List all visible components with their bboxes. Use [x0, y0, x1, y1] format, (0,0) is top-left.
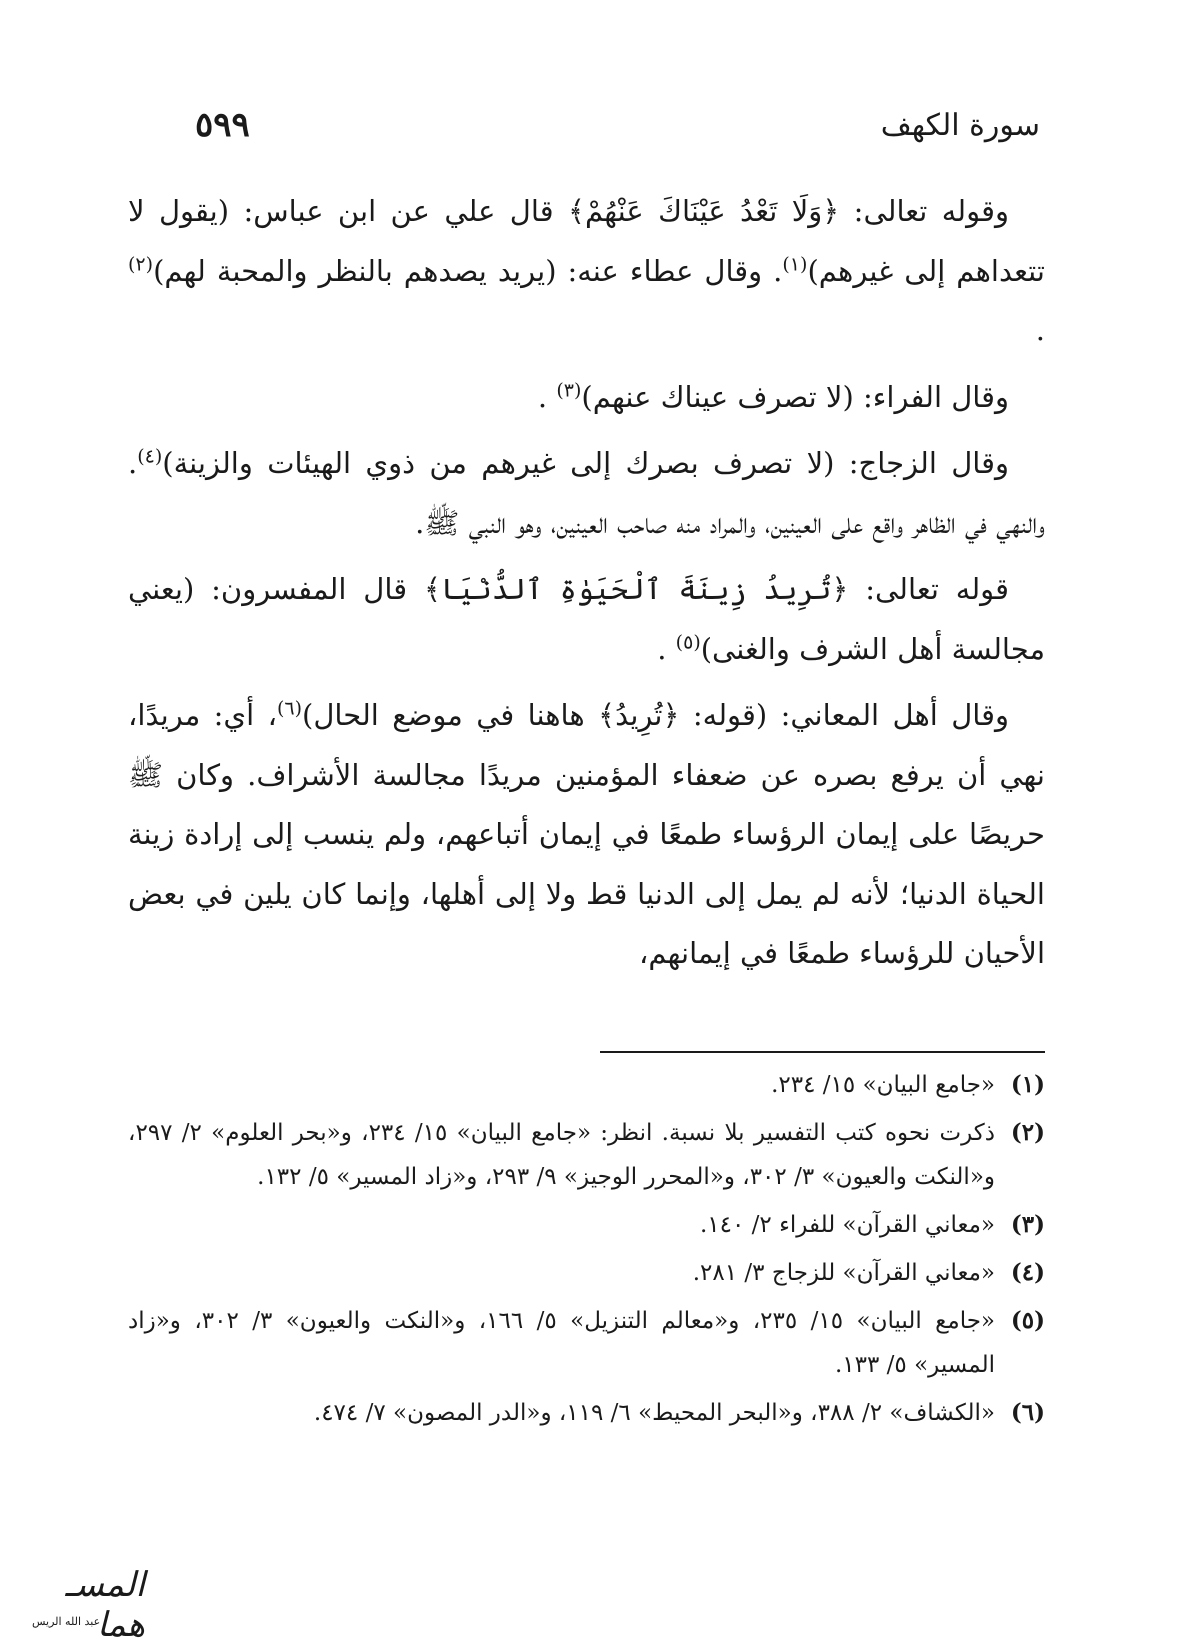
footnote-ref: (٥) — [675, 630, 701, 653]
paragraph — [128, 368, 1045, 428]
text-segment: وقوله تعالى: — [839, 194, 1009, 228]
quran-verse: ﴿تُرِيدُ﴾ — [598, 698, 680, 732]
page-number: ٥٩٩ — [195, 105, 250, 145]
text-segment: قال علي عن ابن عباس: (يقول لا تتعداهم إلى غيرهم) — [128, 194, 1045, 288]
footnote-separator — [600, 1051, 1045, 1053]
paragraph — [128, 560, 1045, 679]
paragraph — [128, 182, 1045, 361]
page-header — [195, 100, 1040, 150]
footnote-ref: (٦) — [276, 697, 303, 720]
surah-title: سورة الكهف — [880, 107, 1040, 143]
footnote-number: (٥) — [1010, 1307, 1045, 1334]
footnote-ref: (٤) — [137, 445, 163, 468]
footnote-number: (١) — [1010, 1071, 1045, 1098]
text-segment: قوله تعالى: — [848, 572, 1010, 606]
footnote-ref: (٢) — [128, 252, 154, 275]
quran-verse: ﴿وَلَا تَعْدُ عَيْنَاكَ عَنْهُمْ﴾ — [567, 194, 840, 228]
footnote — [128, 1203, 1045, 1247]
footnote-text: «جامع البيان» ١٥/ ٢٣٤. — [771, 1072, 995, 1098]
text-segment: ، أي: مريدًا، نهي أن يرفع بصره عن ضعفاء المؤمنين مريدًا مجالسة الأشراف. وكان ﷺ حريصًا على إيمان الرؤساء طمعًا في إيمان أتباعهم، ولم ينسب إلى إرادة زينة الحياة الدنيا؛ لأنه لم يمل إلى الدنيا قط ولا إلى أهلها، وإنما كان يلين في بعض الأحيان للرؤساء طمعًا في إيمانهم، — [128, 698, 1045, 970]
footnote — [128, 1063, 1045, 1107]
footnote-ref: (٣) — [556, 378, 582, 401]
quran-verse: ﴿تُرِيدُ زِينَةَ ٱلْحَيَوٰةِ ٱلدُّنْيَا﴾ — [423, 572, 849, 606]
watermark-main: المسـ هما — [65, 1565, 145, 1645]
paragraph — [128, 686, 1045, 984]
footnote — [128, 1391, 1045, 1435]
footnote-number: (٢) — [1010, 1119, 1045, 1146]
text-segment: . — [1035, 313, 1045, 347]
watermark-logo — [10, 1565, 145, 1645]
text-segment: وقال أهل المعاني: (قوله: — [679, 698, 1009, 732]
text-segment: وقال الفراء: (لا تصرف عيناك عنهم) — [581, 379, 1009, 414]
text-segment: وقال الزجاج: (لا تصرف بصرك إلى غيرهم من ذوي الهيئات والزينة) — [162, 446, 1009, 480]
footnote — [128, 1299, 1045, 1387]
main-text — [128, 182, 1045, 991]
footnote-text: «جامع البيان» ١٥/ ٢٣٥، و«معالم التنزيل» ٥/ ١٦٦، و«النكت والعيون» ٣/ ٣٠٢، و«زاد المسير» ٥/ ١٣٣. — [128, 1308, 996, 1378]
footnotes — [128, 1063, 1045, 1439]
paragraph — [128, 434, 1045, 553]
footnote-number: (٣) — [1010, 1211, 1045, 1238]
footnote-text: ذكرت نحوه كتب التفسير بلا نسبة. انظر: «جامع البيان» ١٥/ ٢٣٤، و«بحر العلوم» ٢/ ٢٩٧، و«النكت والعيون» ٣/ ٣٠٢، و«المحرر الوجيز» ٩/ ٢٩٣، و«زاد المسير» ٥/ ١٣٢. — [128, 1120, 995, 1190]
footnote-text: «معاني القرآن» للزجاج ٣/ ٢٨١. — [692, 1260, 995, 1286]
footnote — [128, 1111, 1045, 1199]
text-segment: . وقال عطاء عنه: (يريد يصدهم بالنظر والمحبة لهم) — [153, 253, 783, 288]
footnote-ref: (١) — [782, 252, 808, 275]
footnote-text: «الكشاف» ٢/ ٣٨٨، و«البحر المحيط» ٦/ ١١٩، و«الدر المصون» ٧/ ٤٧٤. — [313, 1400, 995, 1426]
footnote — [128, 1251, 1045, 1295]
watermark-sub: عبد الله الريس — [32, 1615, 101, 1628]
footnote-number: (٤) — [1010, 1259, 1045, 1286]
text-segment: . والنهي في الظاهر واقع على العينين، والمراد منه صاحب العينين، وهو النبي ﷺ. — [128, 446, 1045, 540]
text-segment: هاهنا في موضع الحال) — [302, 698, 599, 732]
text-segment: . — [657, 631, 676, 666]
text-segment: . — [537, 379, 557, 414]
footnote-text: «معاني القرآن» للفراء ٢/ ١٤٠. — [699, 1212, 995, 1238]
footnote-number: (٦) — [1010, 1399, 1045, 1426]
text-segment: قال المفسرون: (يعني مجالسة أهل الشرف والغنى) — [128, 572, 1045, 666]
